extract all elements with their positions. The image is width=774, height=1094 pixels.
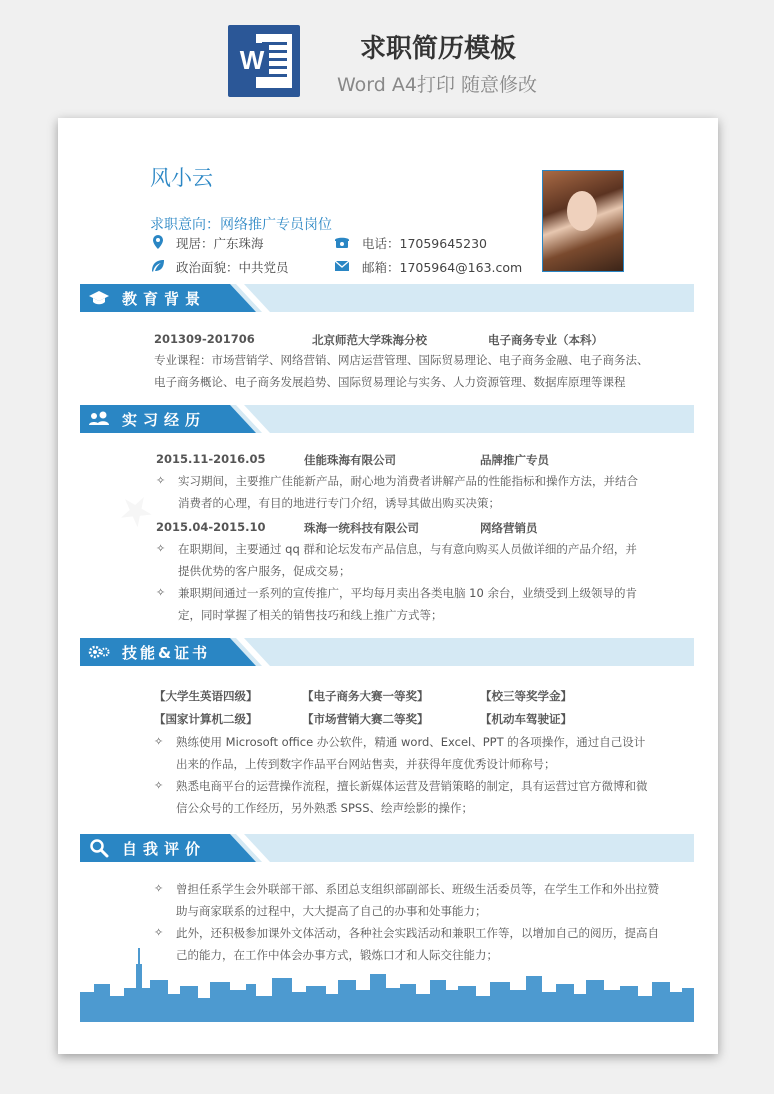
certificate: 【校三等奖学金】 bbox=[480, 689, 572, 703]
internship-role: 网络营销员 bbox=[480, 521, 538, 535]
education-period: 201309-201706 bbox=[154, 332, 255, 346]
self-eval-line: 此外，还积极参加课外文体活动，各种社会实践活动和兼职工作等，以增加自己的阅历，提高自 bbox=[176, 926, 659, 940]
location-text: 现居：广东珠海 bbox=[176, 236, 264, 251]
bullet-glyph: ✧ bbox=[156, 474, 166, 487]
certificate: 【国家计算机二级】 bbox=[154, 712, 258, 726]
section-header-education bbox=[80, 284, 694, 312]
bullet-glyph: ✧ bbox=[156, 542, 166, 555]
certificate: 【大学生英语四级】 bbox=[154, 689, 258, 703]
section-header-self-evaluation bbox=[80, 834, 694, 862]
page-header bbox=[0, 0, 774, 108]
education-courses-line2: 电子商务概论、电子商务发展趋势、国际贸易理论与实务、人力资源管理、数据库原理等课程 bbox=[154, 375, 626, 389]
watermark: ★ bbox=[108, 482, 163, 540]
certificate: 【电子商务大赛一等奖】 bbox=[302, 689, 429, 703]
education-school: 北京师范大学珠海分校 bbox=[312, 333, 427, 347]
section-title-education: 教育背景 bbox=[122, 290, 207, 308]
internship-company: 珠海一统科技有限公司 bbox=[304, 521, 419, 535]
phone-text: 电话：17059645230 bbox=[362, 236, 487, 251]
resume-page bbox=[58, 118, 718, 1054]
self-eval-line: 曾担任系学生会外联部干部、系团总支组织部副部长、班级生活委员等，在学生工作和外出拉赞 bbox=[176, 882, 659, 896]
bullet-glyph: ✧ bbox=[154, 735, 164, 748]
skill-detail-line: 熟练使用 Microsoft office 办公软件，精通 word、Excel、PPT 的各项操作，通过自己设计 bbox=[176, 735, 646, 749]
candidate-name: 风小云 bbox=[150, 166, 213, 190]
internship-role: 品牌推广专员 bbox=[480, 453, 549, 467]
politics-text: 政治面貌：中共党员 bbox=[176, 260, 289, 275]
profile-photo bbox=[542, 170, 624, 272]
header-subtitle: Word A4打印 随意修改 bbox=[336, 74, 537, 96]
city-skyline-decoration bbox=[80, 944, 694, 1022]
bullet-glyph: ✧ bbox=[154, 779, 164, 792]
word-logo-letter: W bbox=[235, 43, 269, 77]
search-icon bbox=[88, 838, 110, 858]
internship-detail-line: 在职期间，主要通过 qq 群和论坛发布产品信息，与有意向购买人员做详细的产品介绍，并 bbox=[178, 542, 637, 556]
bullet-glyph: ✧ bbox=[154, 882, 164, 895]
section-title-skills: 技能&证书 bbox=[122, 644, 211, 662]
word-logo-icon bbox=[228, 25, 300, 97]
gears-icon bbox=[88, 642, 110, 662]
internship-detail-line: 消费者的心理，有目的地进行专门介绍，诱导其做出购买决策； bbox=[178, 496, 500, 510]
bullet-glyph: ✧ bbox=[154, 926, 164, 939]
bullet-glyph: ✧ bbox=[156, 586, 166, 599]
job-intent: 求职意向：网络推广专员岗位 bbox=[150, 217, 332, 233]
internship-detail-line: 提供优势的客户服务，促成交易； bbox=[178, 564, 351, 578]
header-title: 求职简历模板 bbox=[359, 34, 516, 64]
self-eval-line: 助与商家联系的过程中，大大提高了自己的办事和处事能力； bbox=[176, 904, 487, 918]
section-header-skills bbox=[80, 638, 694, 666]
email-text: 邮箱：1705964@163.com bbox=[362, 260, 523, 275]
education-courses-line1: 专业课程：市场营销学、网络营销、网店运营管理、国际贸易理论、电子商务金融、电子商务法、 bbox=[154, 353, 649, 367]
skill-detail-line: 出来的作品，上传到数字作品平台网站售卖，并获得年度优秀设计师称号； bbox=[176, 757, 556, 771]
internship-period: 2015.04-2015.10 bbox=[156, 520, 266, 534]
internship-detail-line: 实习期间，主要推广佳能新产品，耐心地为消费者讲解产品的性能指标和操作方法，并结合 bbox=[178, 474, 638, 488]
internship-period: 2015.11-2016.05 bbox=[156, 452, 266, 466]
section-title-internship: 实习经历 bbox=[122, 411, 207, 429]
email-icon bbox=[334, 258, 350, 274]
people-icon bbox=[88, 409, 110, 429]
internship-detail-line: 兼职期间通过一系列的宣传推广，平均每月卖出各类电脑 10 余台，业绩受到上级领导的肯 bbox=[178, 586, 637, 600]
section-header-internship bbox=[80, 405, 694, 433]
skill-detail-line: 信公众号的工作经历，另外熟悉 SPSS、绘声绘影的操作； bbox=[176, 801, 473, 815]
internship-detail-line: 定，同时掌握了相关的销售技巧和线上推广方式等； bbox=[178, 608, 443, 622]
phone-icon bbox=[334, 234, 350, 250]
leaf-icon bbox=[150, 258, 166, 274]
graduation-cap-icon bbox=[88, 288, 110, 308]
certificate: 【市场营销大赛二等奖】 bbox=[302, 712, 429, 726]
internship-company: 佳能珠海有限公司 bbox=[304, 453, 396, 467]
location-pin-icon bbox=[150, 234, 166, 250]
education-major: 电子商务专业（本科） bbox=[488, 333, 603, 347]
skill-detail-line: 熟悉电商平台的运营操作流程，擅长新媒体运营及营销策略的制定，具有运营过官方微博和微 bbox=[176, 779, 648, 793]
certificate: 【机动车驾驶证】 bbox=[480, 712, 572, 726]
self-eval-line: 己的能力，在工作中体会办事方式，锻炼口才和人际交往能力； bbox=[176, 948, 498, 962]
section-title-self-evaluation: 自我评价 bbox=[122, 840, 207, 858]
